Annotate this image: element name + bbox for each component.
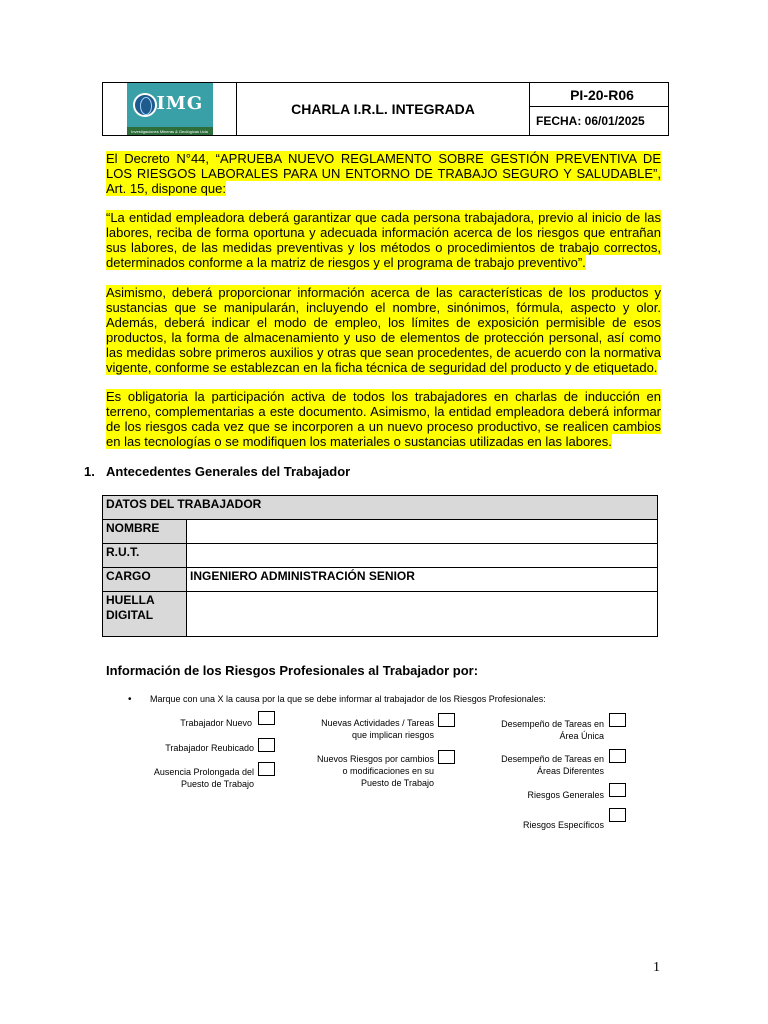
intro-paragraph-quote: “La entidad empleadora deberá garantizar que cada persona trabajadora, previo al inicio de las labores, reciba de forma oportuna y adecuada información acerca de los riesgos que entrañan sus labores, de las medidas preventivas y los métodos o procedimientos de trabajo correctos, determinados conforme a la matriz de riesgos y el programa de trabajo preventivo”. [106,210,661,270]
worker-data-table [102,495,658,637]
checkbox-nuevas-actividades[interactable] [438,713,455,727]
document-date: FECHA: 06/01/2025 [530,107,669,136]
table-row [103,520,658,544]
table-row [103,592,658,637]
option-nuevos-riesgos-label: Nuevos Riesgos por cambios o modificaciones en su Puesto de Trabajo [316,754,434,788]
worker-table-header: DATOS DEL TRABAJADOR [103,496,658,520]
row-label-huella: HUELLA DIGITAL [103,592,187,637]
cargo-field[interactable]: INGENIERO ADMINISTRACIÓN SENIOR [187,568,658,592]
checkbox-nuevos-riesgos[interactable] [438,750,455,764]
option-riesgos-especificos-label: Riesgos Específicos [522,820,604,830]
checkbox-desempeno-areas-diferentes[interactable] [609,749,626,763]
option-trabajador-reubicado-label: Trabajador Reubicado [165,743,254,753]
logo-cell [103,83,237,136]
checkbox-riesgos-generales[interactable] [609,783,626,797]
document-code: PI-20-R06 [530,83,669,107]
document-title: CHARLA I.R.L. INTEGRADA [237,83,530,136]
row-label-nombre: NOMBRE [103,520,187,544]
option-riesgos-generales-label: Riesgos Generales [527,790,604,800]
intro-paragraph-obligation: Es obligatoria la participación activa de todos los trabajadores en charlas de inducción en terreno, complementarias a este documento. Asimismo, la entidad empleadora deberá informar de los riesgos cada vez que se incorporen a un nuevo proceso productivo, se realicen cambios en las tecnologías o se modifiquen los materiales o sustancias utilizadas en las labores. [106,389,661,449]
company-logo [127,83,213,135]
document-header [102,82,669,136]
option-desempeno-unica-label: Desempeño de Tareas en Área Única [501,719,604,741]
huella-field[interactable] [187,592,658,637]
checkbox-ausencia-prolongada[interactable] [258,762,275,776]
page-number: 1 [653,960,660,975]
row-label-cargo: CARGO [103,568,187,592]
logo-tagline: Investigaciones Mineras & Geológicas Ltda [131,129,208,134]
section-heading: Antecedentes Generales del Trabajador [106,464,351,479]
logo-text: IMG [156,93,204,114]
intro-paragraph-decree: El Decreto N°44, “APRUEBA NUEVO REGLAMENTO SOBRE GESTIÓN PREVENTIVA DE LOS RIESGOS LABORALES PARA UN ENTORNO DE TRABAJO SEGURO Y SALUDABLE”, Art. 15, dispone que: [106,151,661,196]
checkbox-desempeno-area-unica[interactable] [609,713,626,727]
section-number: 1. [84,464,95,479]
row-label-rut: R.U.T. [103,544,187,568]
checkbox-trabajador-reubicado[interactable] [258,738,275,752]
checkbox-riesgos-especificos[interactable] [609,808,626,822]
nombre-field[interactable] [187,520,658,544]
section-title [84,464,350,479]
table-row [103,568,658,592]
table-row [103,544,658,568]
option-trabajador-nuevo-label: Trabajador Nuevo [180,718,252,728]
instruction-text: Marque con una X la causa por la que se debe informar al trabajador de los Riesgos Profesionales: [150,694,546,704]
intro-paragraph-products: Asimismo, deberá proporcionar información acerca de las características de los productos y sustancias que se manipularán, incluyendo el nombre, sinónimos, fórmula, aspecto y olor. Además, deberá indicar el modo de empleo, los límites de exposición permisible de esos productos, la forma de almacenamiento y uso de elementos de protección personal, así como las medidas sobre primeros auxilios y otras que sean procedentes, de acuerdo con la normativa vigente, conforme se establezcan en la ficha técnica de seguridad del producto y de etiquetado. [106,285,661,375]
option-desempeno-diferentes-label: Desempeño de Tareas en Áreas Diferentes [501,754,604,776]
option-ausencia-label: Ausencia Prolongada del Puesto de Trabajo [153,767,254,789]
risks-title: Información de los Riesgos Profesionales al Trabajador por: [106,663,479,678]
risks-instruction [128,694,546,705]
rut-field[interactable] [187,544,658,568]
globe-icon [133,93,157,117]
bullet-icon: • [128,694,132,705]
option-nuevas-actividades-label: Nuevas Actividades / Tareas que implican riesgos [321,718,434,740]
checkbox-trabajador-nuevo[interactable] [258,711,275,725]
